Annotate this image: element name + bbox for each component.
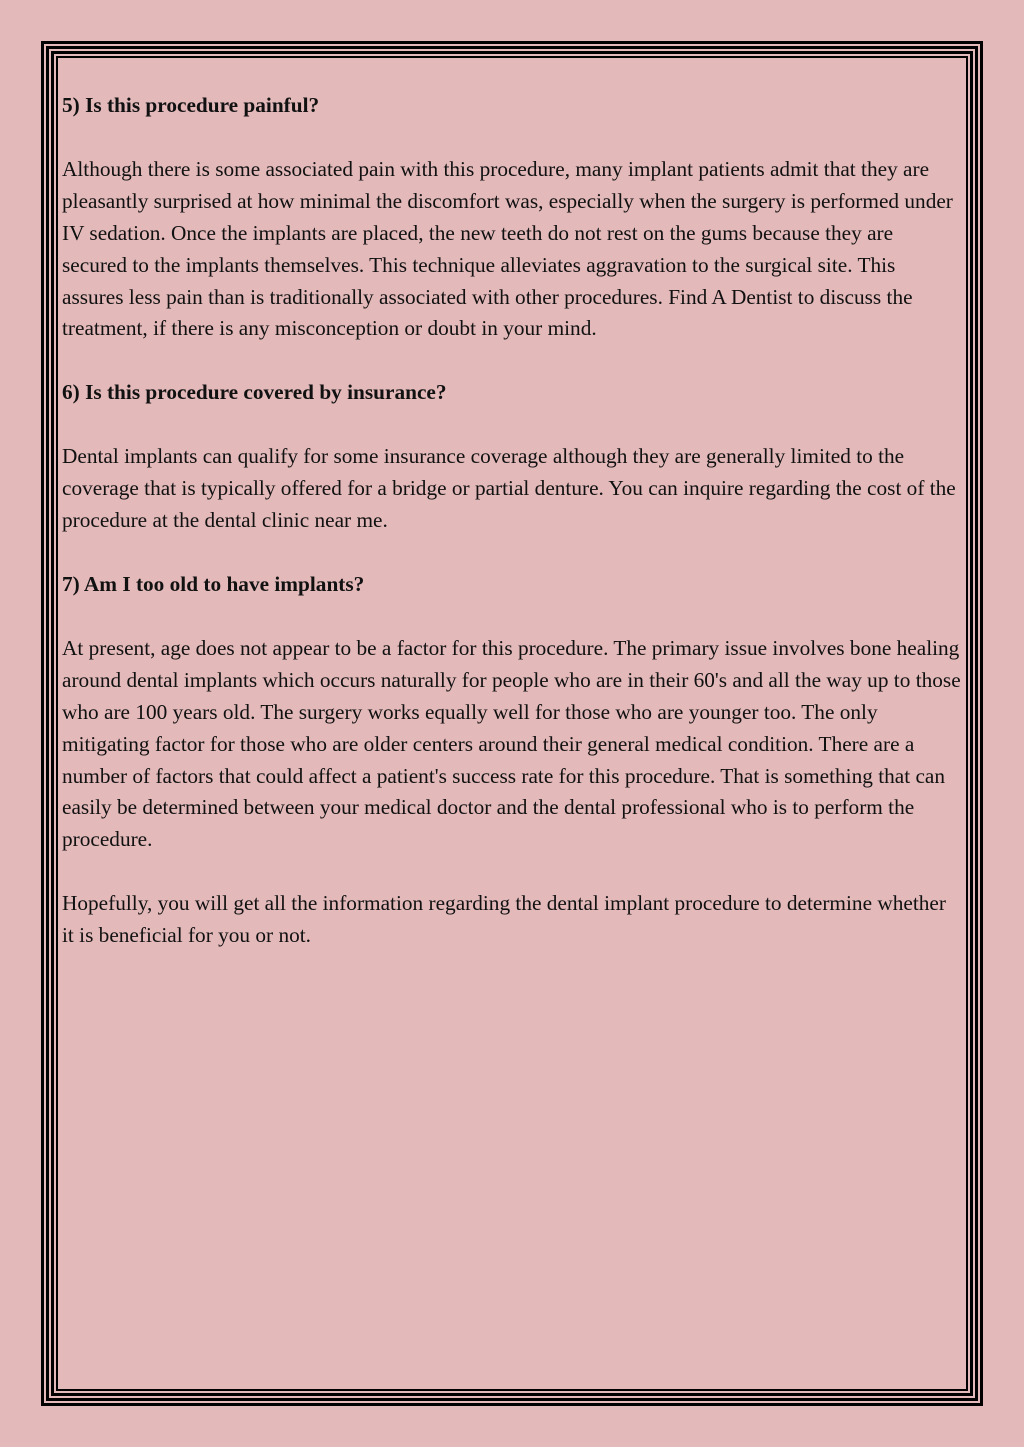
section-heading-painful: 5) Is this procedure painful?: [62, 93, 320, 117]
closing-paragraph: Hopefully, you will get all the information regarding the dental implant procedure to determine whether it is beneficial for you or not.: [62, 891, 946, 948]
section-heading-insurance: 6) Is this procedure covered by insurance?: [62, 380, 447, 405]
section-body-age: At present, age does not appear to be a factor for this procedure. The primary issue involves bone healing around dental implants which occurs naturally for people who are in their 60's and all the way up to those who are 100 years old. The surgery works equally well for those who are younger too. The only mitigating factor for those who are older centers around their general medical condition. There are a number of factors that could affect a patient's success rate for this procedure. That is something that can easily be determined between your medical doctor and the dental professional who is to perform the procedure.: [62, 635, 961, 852]
document-content: [62, 90, 962, 984]
section-body-painful: Although there is some associated pain with this procedure, many implant patients admit that they are pleasantly surprised at how minimal the discomfort was, especially when the surgery is performed under IV sedation. Once the implants are placed, the new teeth do not rest on the gums because they are secured to the implants themselves. This technique alleviates aggravation to the surgical site. This assures less pain than is traditionally associated with other procedures. Find A Dentist to discuss the treatment, if there is any misconception or doubt in your mind.: [62, 156, 953, 341]
section-body-insurance: Dental implants can qualify for some insurance coverage although they are generally limited to the coverage that is typically offered for a bridge or partial denture. You can inquire regarding the cost of the procedure at the dental clinic near me.: [62, 444, 956, 533]
section-heading-age: 7) Am I too old to have implants?: [62, 571, 365, 596]
